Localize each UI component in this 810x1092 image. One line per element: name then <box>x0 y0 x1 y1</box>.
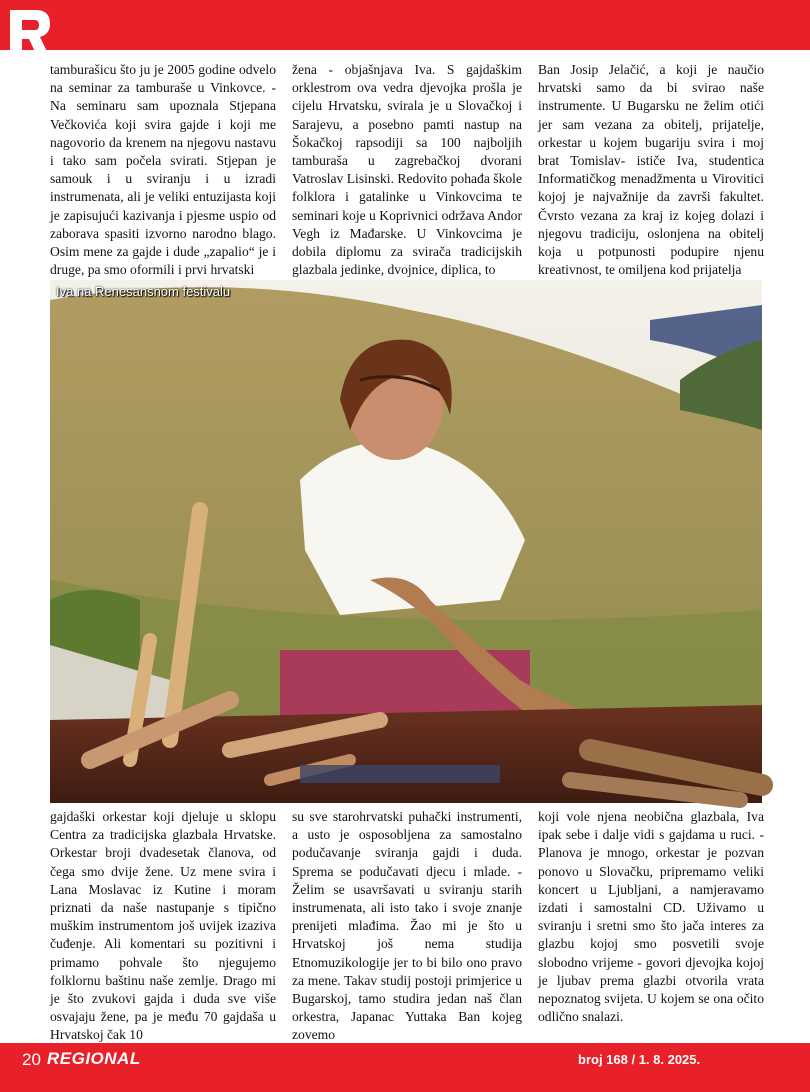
article-photo <box>50 280 762 803</box>
photo-illustration <box>50 280 762 803</box>
page-number: 20 <box>22 1050 41 1069</box>
magazine-brand: REGIONAL <box>47 1049 141 1068</box>
article-column-1-bottom: gajdaški orkestar koji djeluje u sklopu Centra za tradicijska glazbala Hrvatske. Orkestar broji dvadesetak članova, od čega smo dvije žene. Uz mene svira i Lana Moslavac iz Kutine i moram priznati da naše nastupanje s tipično muškim instrumentom još uvijek izaziva čuđenje. Ali komentari su pozitivni i primamo pohvale što njegujemo folklornu baštinu naše zemlje. Drago mi je što zvukovi gajda i duda sve više osvajaju žene, pa je među 70 gajdaša u Hrvatskoj čak 10 <box>50 809 276 1043</box>
article-column-3-bottom: koji vole njena neobična glazbala, Iva ipak sebe i dalje vidi s gajdama u ruci. -Planova je mnogo, orkestar je pozvan ponovo u Slovačku, pripremamo veliki koncert u Ljubljani, a namjeravamo izdati i samostalni CD. Uživamo u sviranju i sretni smo što jača interes za glazbu kojoj smo posvetili svoje slobodno vrijeme - govori djevojka kojoj je ljubav prema glazbi otvorila vrata nepoznatog svijeta. U kojem se ona očito odlično snalazi. <box>538 809 764 1025</box>
issue-info: broj 168 / 1. 8. 2025. <box>578 1052 701 1067</box>
regional-logo-r-icon <box>6 2 54 60</box>
article-column-3-top: Ban Josip Jelačić, a koji je naučio hrvatski samo da bi svirao naše instrumente. U Bugarsku ne želim otići jer sam vezana za obitelj, prijatelje, orkestar u kojem bugariju svira i moj brat Tomislav- ističe Iva, studentica Informatičkog menadžmenta u Virovitici kojoj je najvažnije da završi fakultet. Čvrsto vezana za kraj iz kojeg dolazi i njegovu tradiciju, oslonjena na obitelj koja u potpunosti podupire njenu kreativnost, te omiljena kod prijatelja <box>538 62 764 278</box>
top-red-bar <box>0 0 810 50</box>
photo-caption: Iva na Renesansnom festivalu <box>56 284 231 299</box>
article-column-1-top: tamburašicu što ju je 2005 godine odvelo na seminar za tamburaše u Vinkovce. -Na seminaru sam upoznala Stjepana Večkovića koji svira gajde i koji me nagovorio da krenem na njegovu nastavu i tako sam počela svirati. Stjepan je samouk i u sviranju i u izradi instrumenata, ali je veliki entuzijasta koji je zapisujući kazivanja i pjesme uspio od zaborava spasiti izvorno narodno blago. Osim mene za gajde i dude „zapalio“ je i druge, pa smo oformili i prvi hrvatski <box>50 62 276 278</box>
article-column-2-top: žena - objašnjava Iva. S gajdaškim orklestrom ova vedra djevojka prošla je cijelu Hrvatsku, svirala je u Slovačkoj i Sarajevu, a posebno pamti nastup na Šokačkoj rapsodiji sa 100 najboljih tamburaša u zagrebačkoj dvorani Vatroslav Lisinski. Redovito pohađa škole folklora i gatalinke u Vinkovcima te seminari koje u Koprivnici održava Andor Vegh iz Mađarske. U Vinkovcima je dobila diplomu za svirača tradicijskih glazbala jedinke, dvojnice, diplica, to <box>292 62 522 278</box>
article-column-2-bottom: su sve starohrvatski puhački instrumenti, a usto je osposobljena za samostalno podučavanje sviranja gajdi i duda. Sprema se podučavati djecu i mlade. - Želim se usavršavati u sviranju starih instrumenata, ali isto tako i svoje znanje prenijeti mlađima. Žao mi je što u Hrvatskoj još nema studija Etnomuzikologije jer to bi bilo ono pravo za mene. Takav studij postoji primjerice u Bugarskoj, tamo studira jedan naš član orkestra, Japanac Yuttaka Ban kojeg zovemo <box>292 809 522 1043</box>
